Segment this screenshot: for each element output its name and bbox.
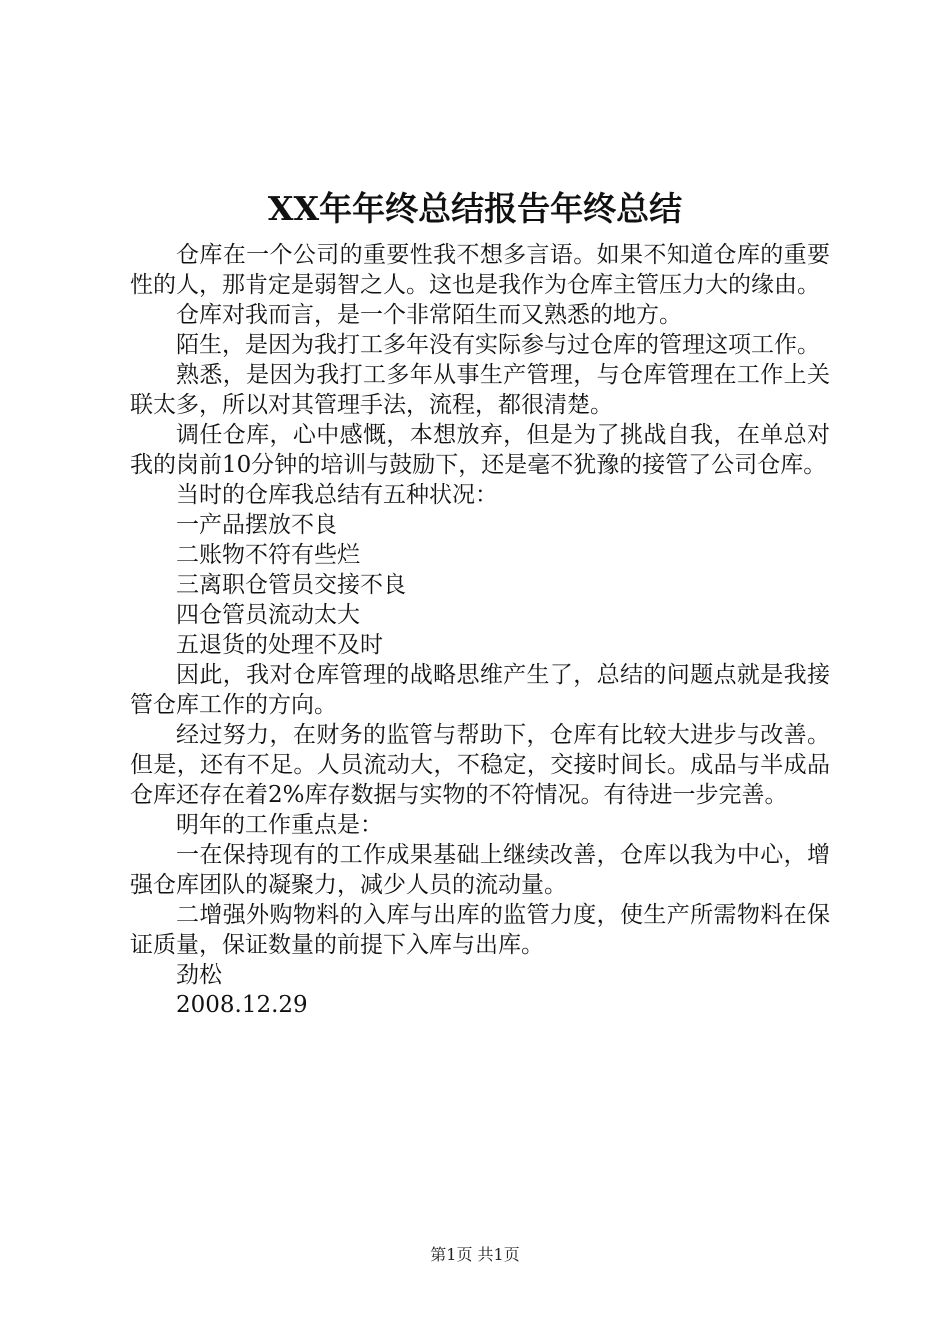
paragraph: 因此，我对仓库管理的战略思维产生了，总结的问题点就是我接管仓库工作的方向。 — [130, 662, 830, 718]
list-item: 四仓管员流动太大 — [176, 602, 360, 628]
list-item: 三离职仓管员交接不良 — [176, 572, 406, 598]
paragraph: 陌生，是因为我打工多年没有实际参与过仓库的管理这项工作。 — [176, 332, 820, 358]
paragraph: 熟悉，是因为我打工多年从事生产管理，与仓库管理在工作上关联太多，所以对其管理手法，流程，都很清楚。 — [130, 362, 830, 418]
paragraph: 仓库对我而言，是一个非常陌生而又熟悉的地方。 — [176, 302, 682, 328]
paragraph: 一在保持现有的工作成果基础上继续改善，仓库以我为中心，增强仓库团队的凝聚力，减少人员的流动量。 — [130, 842, 830, 898]
document-date: 2008.12.29 — [176, 992, 308, 1018]
paragraph: 经过努力，在财务的监管与帮助下，仓库有比较大进步与改善。但是，还有不足。人员流动大，不稳定，交接时间长。成品与半成品仓库还存在着2%库存数据与实物的不符情况。有待进一步完善。 — [130, 722, 830, 808]
paragraph: 调任仓库，心中感慨，本想放弃，但是为了挑战自我，在单总对我的岗前10分钟的培训与鼓励下，还是毫不犹豫的接管了公司仓库。 — [130, 422, 830, 478]
document-body — [130, 240, 830, 1020]
paragraph: 二增强外购物料的入库与出库的监管力度，使生产所需物料在保证质量，保证数量的前提下入库与出库。 — [130, 902, 830, 958]
paragraph: 明年的工作重点是： — [176, 812, 383, 838]
list-item: 二账物不符有些烂 — [176, 542, 360, 568]
document-title: XX年年终总结报告年终总结 — [267, 189, 683, 228]
signature-name: 劲松 — [176, 962, 222, 988]
list-item: 一产品摆放不良 — [176, 512, 337, 538]
paragraph: 仓库在一个公司的重要性我不想多言语。如果不知道仓库的重要性的人，那肯定是弱智之人。这也是我作为仓库主管压力大的缘由。 — [130, 242, 830, 298]
list-item: 五退货的处理不及时 — [176, 632, 383, 658]
page-footer: 第1页 共1页 — [430, 1245, 520, 1264]
paragraph: 当时的仓库我总结有五种状况： — [176, 482, 498, 508]
